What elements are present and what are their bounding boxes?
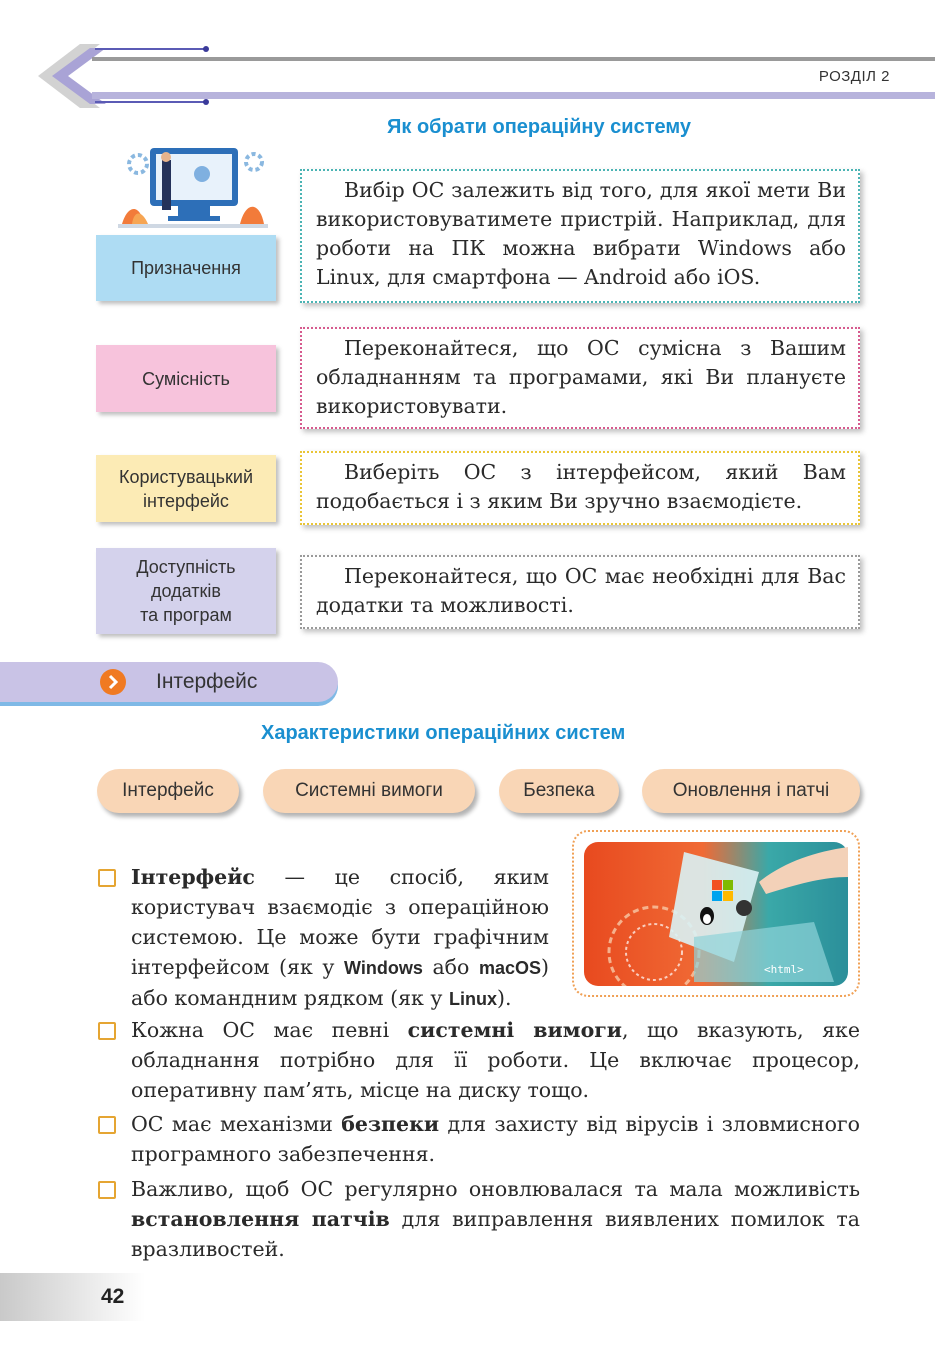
b1-linux: Linux [448, 989, 497, 1009]
text-purpose [300, 169, 860, 303]
b3-text1: ОС має механізми [131, 1112, 342, 1136]
section-tab-label: Інтерфейс [156, 670, 258, 693]
term-patches: встановлення патчів [131, 1207, 390, 1231]
term-system-requirements: системні вимоги [407, 1018, 623, 1042]
b1-text1: — це спосіб, яким користувач взаємодіє з операційною системою. Це може бути графічним інтерфейсом (як у [131, 865, 549, 979]
bullet-square-icon [98, 1022, 116, 1040]
term-security: безпеки [341, 1112, 440, 1136]
label-user-interface [96, 455, 276, 522]
bullet-square-icon [98, 1116, 116, 1134]
page-number-tab [0, 1273, 145, 1321]
label-purpose [96, 235, 276, 301]
text-compatibility-content: Переконайтеся, що ОС сумісна з Вашим обладнанням та програмами, які Ви плануєте використовувати. [316, 336, 846, 418]
pill-security: Безпека [499, 769, 619, 813]
pill-interface: Інтерфейс [97, 769, 239, 813]
choose-title: Як обрати операційну систему [387, 116, 692, 138]
section-label: РОЗДІЛ 2 [818, 68, 890, 85]
characteristics-title: Характеристики операційних систем [261, 722, 626, 744]
label-apps-line1: Доступність [136, 557, 236, 577]
b1-macos: macOS [478, 958, 541, 978]
bullet-system-requirements [131, 1015, 860, 1105]
html-code-label: <html> [764, 963, 804, 976]
os-image [584, 842, 848, 986]
label-compatibility-text: Сумісність [142, 368, 230, 389]
label-apps-line2: додатків [151, 581, 221, 601]
text-apps-availability [300, 555, 860, 629]
text-apps-content: Переконайтеся, що ОС має необхідні для Вас додатки та можливості. [316, 564, 846, 617]
b4-text2: для виправлення виявлених помилок та вразливостей. [131, 1207, 860, 1261]
pill-system-requirements: Системні вимоги [263, 769, 475, 813]
bullet-interface [131, 862, 549, 1014]
text-user-interface-content: Виберіть ОС з інтерфейсом, який Вам подобається і з яким Ви зручно взаємодієте. [316, 460, 846, 513]
text-user-interface [300, 451, 860, 525]
b1-text4: ). [496, 986, 512, 1010]
bullet-square-icon [98, 869, 116, 887]
b2-text1: Кожна ОС має певні [131, 1018, 408, 1042]
label-apps-line3: та програм [140, 605, 232, 625]
b3-text2: для захисту від вірусів і зловмисного програмного забезпечення. [131, 1112, 861, 1166]
label-compatibility [96, 345, 276, 412]
os-image-frame [572, 830, 860, 997]
label-purpose-text: Призначення [131, 258, 241, 278]
arrow-right-icon [100, 669, 126, 695]
b1-text3: ) або командним рядком (як у [131, 955, 549, 1010]
bullet-patches [131, 1174, 860, 1264]
computer-illustration [118, 138, 268, 230]
chevron-left-icon [28, 42, 108, 110]
bullet-security [131, 1109, 860, 1169]
term-interface: Інтерфейс [131, 865, 255, 889]
b4-text1: Важливо, щоб ОС регулярно оновлювалася та мала можливість [131, 1177, 860, 1201]
text-compatibility [300, 327, 860, 429]
bullet-square-icon [98, 1181, 116, 1199]
b1-text2: або [422, 955, 479, 979]
pill-updates-patches: Оновлення і патчі [642, 769, 860, 813]
label-apps-availability [96, 548, 276, 634]
b1-windows: Windows [344, 958, 423, 978]
b2-text2: , що вказують, яке обладнання потрібно для її роботи. Це включає процесор, оперативну пам’ять, місце на диску тощо. [131, 1018, 861, 1102]
label-user-interface-text: Користувацький інтерфейс [118, 466, 254, 511]
text-purpose-content: Вибір ОС залежить від того, для якої мети Ви використовуватимете пристрій. Наприклад, для роботи на ПК можна вибрати Windows або Linux, для смартфона — Android або iOS. [316, 178, 846, 289]
section-tab [0, 662, 338, 702]
page-number: 42 [101, 1285, 125, 1308]
